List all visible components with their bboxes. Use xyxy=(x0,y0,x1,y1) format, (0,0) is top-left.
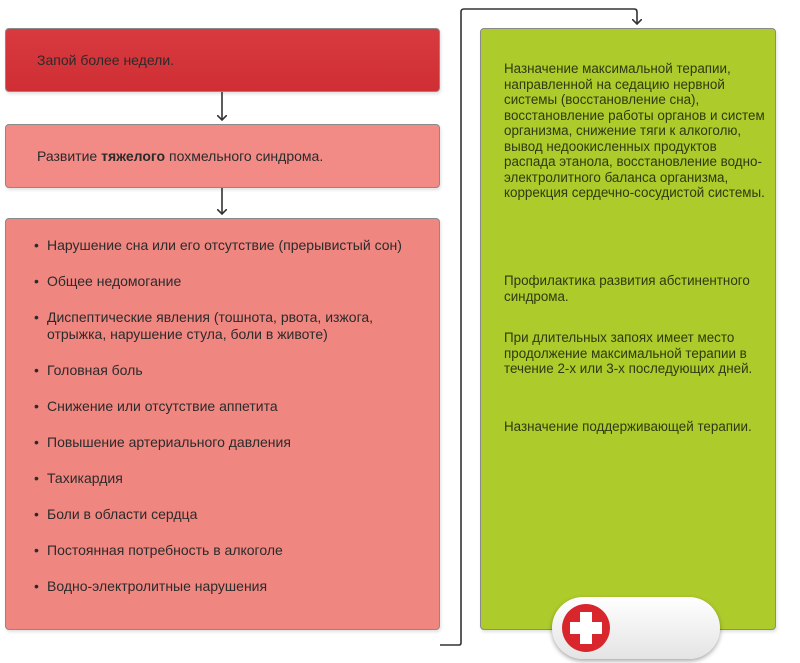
stage-hangover-prefix: Развитие xyxy=(37,148,102,164)
stage-hangover-bold: тяжелого xyxy=(101,148,166,164)
treatment-paragraph-maintenance: Назначение поддерживающей терапии. xyxy=(504,419,752,434)
symptom-item: • Повышение артериального давления xyxy=(34,434,414,451)
symptom-item: • Нарушение сна или его отсутствие (прерывистый сон) xyxy=(34,237,414,254)
symptom-item: • Постоянная потребность в алкоголе xyxy=(34,542,414,559)
stage-binge-text: Запой более недели. xyxy=(37,52,175,68)
stage-hangover-suffix: похмельного синдрома. xyxy=(165,148,324,164)
medical-badge-pill xyxy=(552,597,720,659)
symptom-item: • Головная боль xyxy=(34,362,414,379)
symptom-item: • Тахикардия xyxy=(34,470,414,487)
treatment-paragraph-therapy: Назначение максимальной терапии, направленной на седацию нервной системы (восстановление сна), восстановление работы органов и систем организма, снижение тяги к алкоголю, вывод недоокисленных продуктов распада этанола, восстановление водно-электролитного баланса организма, коррекция сердечно-сосудистой системы. xyxy=(504,61,765,200)
symptom-item: • Боли в области сердца xyxy=(34,506,414,523)
treatment-paragraph-prevention: Профилактика развития абстинентного синдрома. xyxy=(504,273,750,304)
symptom-item: • Диспептические явления (тошнота, рвота, изжога, отрыжка, нарушение стула, боли в животе) xyxy=(34,309,414,343)
treatment-paragraph-long-binge: При длительных запоях имеет место продолжение максимальной терапии в течение 2-х или 3-х последующих дней. xyxy=(504,330,753,376)
symptom-item: • Общее недомогание xyxy=(34,273,414,290)
symptom-item: • Снижение или отсутствие аппетита xyxy=(34,398,414,415)
arrow-symptoms-to-treatment xyxy=(440,9,637,645)
symptom-item: • Водно-электролитные нарушения xyxy=(34,578,414,595)
medical-cross-icon xyxy=(562,604,610,652)
